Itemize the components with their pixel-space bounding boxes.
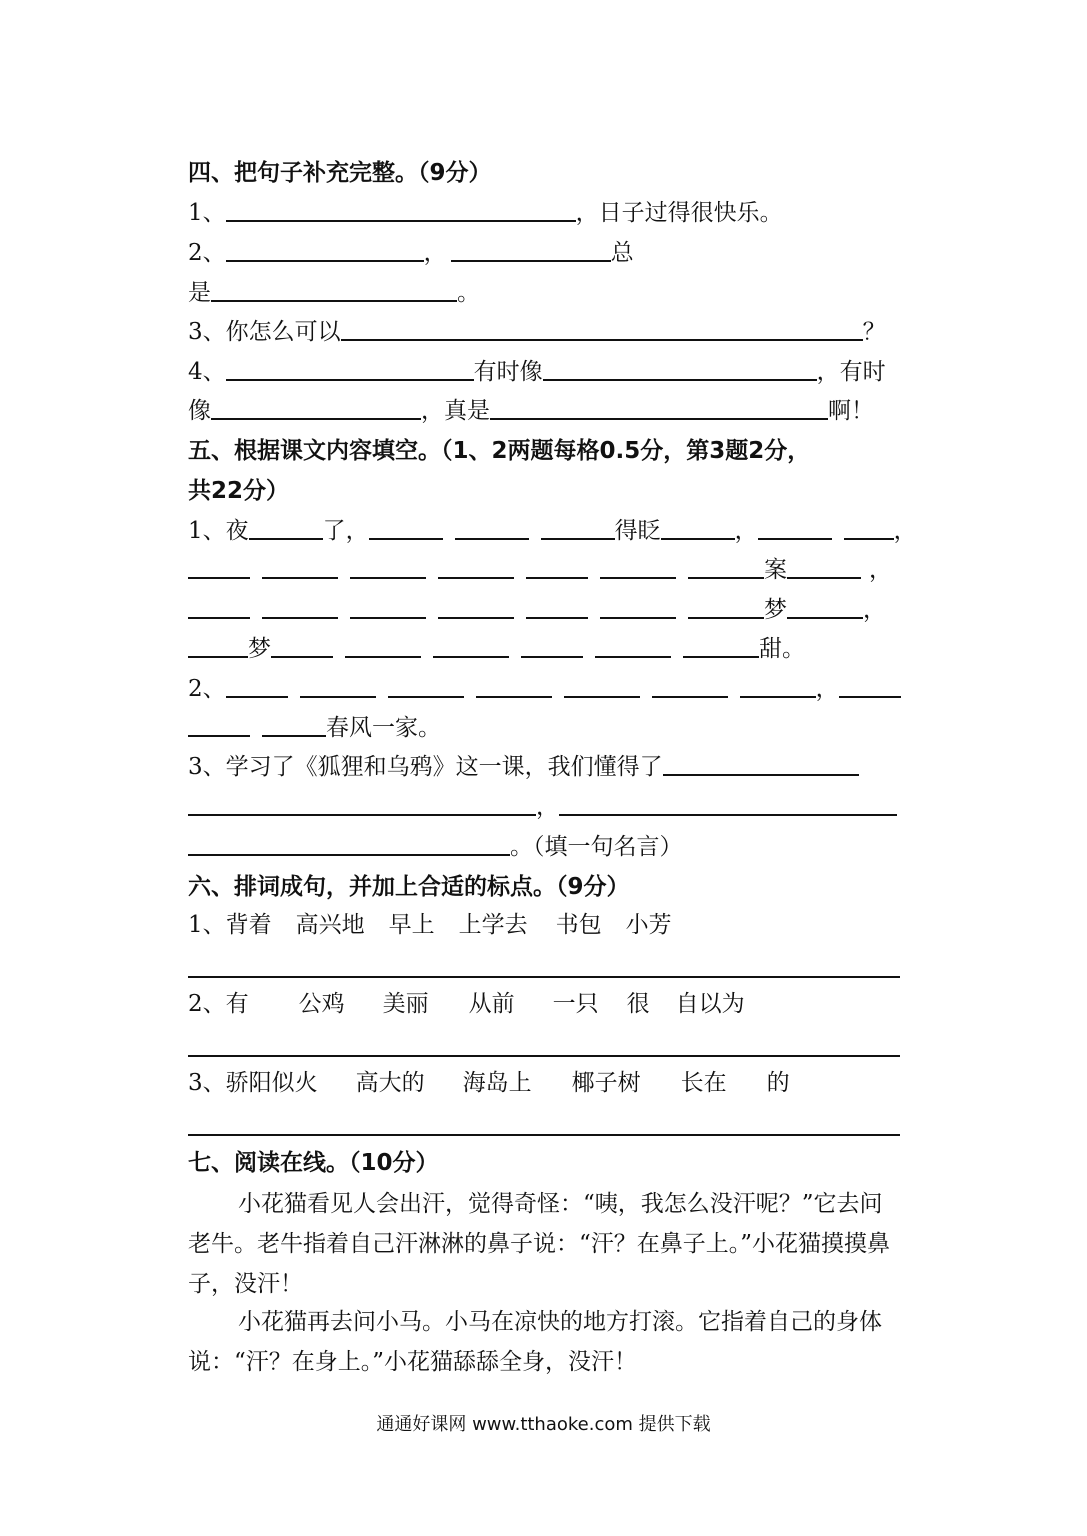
answer-line[interactable] — [188, 1134, 900, 1136]
blank[interactable] — [188, 794, 536, 816]
s4-q3 — [188, 317, 886, 347]
blank[interactable] — [688, 597, 764, 619]
q-text: 。 — [457, 280, 480, 306]
reading-paragraph-2: 小花猫再去问小马。小马在凉快的地方打滚。它指着自己的身体说：“汗？在身上。”小花猫舔舔全身，没汗！ — [188, 1309, 882, 1375]
word: 高大的 — [355, 1070, 425, 1096]
blank[interactable] — [188, 597, 250, 619]
word: 高兴地 — [295, 912, 365, 938]
word: 小芳 — [625, 912, 672, 938]
blank[interactable] — [249, 518, 323, 540]
blank[interactable] — [211, 398, 421, 420]
blank[interactable] — [688, 557, 764, 579]
blank[interactable] — [787, 597, 863, 619]
q-text: 甜。 — [759, 636, 805, 662]
blank[interactable] — [188, 834, 510, 856]
word: 的 — [766, 1070, 790, 1096]
q-text: ， — [734, 518, 758, 544]
q-text: 3、学习了《狐狸和乌鸦》这一课，我们懂得了 — [188, 754, 663, 780]
blank[interactable] — [787, 557, 861, 579]
s6-q3-words — [188, 1068, 790, 1098]
blank[interactable] — [262, 597, 338, 619]
blank[interactable] — [211, 280, 457, 302]
blank[interactable] — [839, 676, 901, 698]
blank[interactable] — [652, 676, 728, 698]
word: 美丽 — [382, 991, 429, 1017]
word: 公鸡 — [298, 991, 345, 1017]
blank[interactable] — [341, 319, 863, 341]
q-text: ？ — [862, 319, 886, 345]
word: 上学去 — [458, 912, 528, 938]
q-text: 梦 — [764, 597, 787, 623]
word: 早上 — [388, 912, 435, 938]
q-text: ，真是 — [421, 398, 490, 424]
s6-q2-words — [188, 989, 745, 1019]
s4-q1 — [188, 198, 783, 228]
q-num: 4、 — [188, 359, 226, 385]
blank[interactable] — [300, 676, 376, 698]
blank[interactable] — [476, 676, 552, 698]
word: 3、骄阳似火 — [188, 1070, 318, 1096]
blank[interactable] — [521, 636, 583, 658]
q-text: ， — [893, 518, 917, 544]
blank[interactable] — [740, 676, 816, 698]
q-num: 1、 — [188, 200, 226, 226]
blank[interactable] — [844, 518, 894, 540]
blank[interactable] — [526, 557, 588, 579]
section-6-heading: 六、排词成句，并加上合适的标点。（9分） — [188, 874, 630, 900]
blank[interactable] — [438, 597, 514, 619]
blank[interactable] — [564, 676, 640, 698]
blank[interactable] — [600, 597, 676, 619]
section-5-heading-cont: 共22分） — [188, 478, 290, 504]
q-text: 得眨 — [614, 518, 661, 544]
word: 2、有 — [188, 991, 249, 1017]
blank[interactable] — [433, 636, 509, 658]
s4-q4 — [188, 357, 886, 387]
q-text: 是 — [188, 280, 211, 306]
word: 1、背着 — [188, 912, 272, 938]
s4-q4-cont — [188, 396, 874, 426]
blank[interactable] — [369, 518, 443, 540]
s5-q1-line4 — [188, 634, 805, 664]
answer-line[interactable] — [188, 976, 900, 978]
section-5-heading: 五、根据课文内容填空。（1、2两题每格0.5分，第3题2分， — [188, 438, 811, 464]
q-num: 2、 — [188, 676, 226, 702]
blank[interactable] — [438, 557, 514, 579]
blank[interactable] — [350, 597, 426, 619]
footer-note: 通通好课网 www.tthaoke.com 提供下载 — [376, 1414, 711, 1435]
q-text: ， — [423, 240, 447, 266]
blank[interactable] — [262, 557, 338, 579]
q-text: ，有时 — [816, 359, 886, 385]
q-text: 案 — [764, 557, 787, 583]
blank[interactable] — [526, 597, 588, 619]
q-text: ，日子过得很快乐。 — [575, 200, 783, 226]
q-text: ， — [863, 597, 886, 623]
q-text: 总 — [610, 240, 634, 266]
s4-q2 — [188, 238, 634, 268]
blank[interactable] — [490, 398, 828, 420]
blank[interactable] — [188, 636, 248, 658]
s5-q1-line2 — [188, 555, 892, 585]
q-text: 了， — [322, 518, 369, 544]
blank[interactable] — [188, 715, 250, 737]
blank[interactable] — [758, 518, 832, 540]
blank[interactable] — [262, 715, 326, 737]
section-7-heading: 七、阅读在线。（10分） — [188, 1150, 439, 1176]
answer-line[interactable] — [188, 1055, 900, 1057]
s5-q1-line3 — [188, 595, 886, 625]
reading-paragraph-1: 小花猫看见人会出汗，觉得奇怪：“咦，我怎么没汗呢？”它去问老牛。老牛指着自己汗淋淋的鼻子说：“汗？在鼻子上。”小花猫摸摸鼻子，没汗！ — [188, 1191, 891, 1297]
blank[interactable] — [683, 636, 759, 658]
q-text: ， — [815, 676, 839, 702]
blank[interactable] — [271, 636, 333, 658]
blank[interactable] — [541, 518, 615, 540]
q-text: 像 — [188, 398, 211, 424]
q-text: ， — [869, 557, 892, 583]
blank[interactable] — [661, 518, 735, 540]
blank[interactable] — [388, 676, 464, 698]
blank[interactable] — [595, 636, 671, 658]
word: 海岛上 — [462, 1070, 532, 1096]
word: 书包 — [555, 912, 602, 938]
q-num: 2、 — [188, 240, 226, 266]
s5-q3-cont — [188, 792, 897, 822]
blank[interactable] — [345, 636, 421, 658]
blank[interactable] — [543, 359, 817, 381]
s5-q2-line1 — [188, 674, 901, 704]
q-text: 梦 — [248, 636, 271, 662]
s5-q3 — [188, 752, 859, 782]
q-text: 啊！ — [828, 398, 874, 424]
q-text: ， — [536, 794, 559, 820]
q-text: 。（填一句名言） — [510, 834, 683, 860]
q-text: 1、夜 — [188, 518, 249, 544]
q-text: 有时像 — [473, 359, 543, 385]
blank[interactable] — [226, 240, 424, 262]
s6-q1-words — [188, 910, 672, 940]
blank[interactable] — [663, 754, 859, 776]
blank[interactable] — [226, 676, 288, 698]
blank[interactable] — [451, 240, 611, 262]
blank[interactable] — [559, 794, 897, 816]
s5-q1-line1 — [188, 516, 917, 546]
section-4-heading: 四、把句子补充完整。（9分） — [188, 160, 492, 186]
blank[interactable] — [226, 200, 576, 222]
blank[interactable] — [226, 359, 474, 381]
word: 长在 — [680, 1070, 727, 1096]
s5-q2-line2 — [188, 713, 441, 743]
blank[interactable] — [455, 518, 529, 540]
blank[interactable] — [600, 557, 676, 579]
word: 一只 — [552, 991, 599, 1017]
word: 很 — [626, 991, 650, 1017]
s4-q2-cont — [188, 278, 480, 308]
blank[interactable] — [350, 557, 426, 579]
word: 椰子树 — [571, 1070, 641, 1096]
s5-q3-cont2 — [188, 832, 683, 862]
q-text: 春风一家。 — [326, 715, 441, 741]
blank[interactable] — [188, 557, 250, 579]
q-text: 3、你怎么可以 — [188, 319, 341, 345]
word: 自以为 — [675, 991, 745, 1017]
word: 从前 — [468, 991, 515, 1017]
